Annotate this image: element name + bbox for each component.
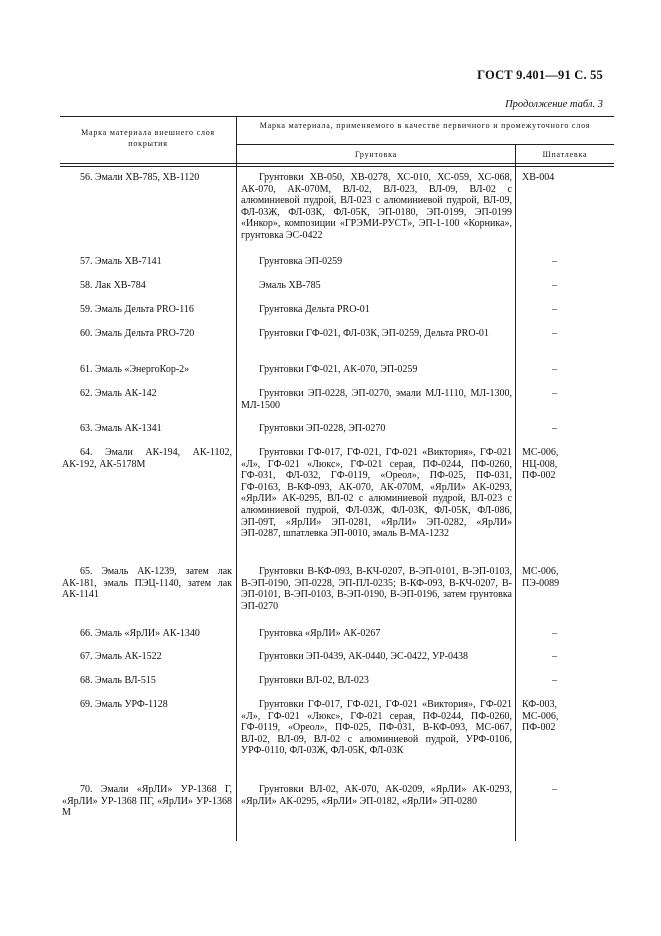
row-putty-cell: –	[552, 423, 557, 434]
row-primer-cell: Грунтовки ГФ-017, ГФ-021, ГФ-021 «Виктория», ГФ-021 «Л», ГФ-021 «Люкс», ГФ-021 серая, ПФ-0244, ПФ-0260, ГФ-031, ФЛ-032, ГФ-0119, «Ореол», ПФ-025, ПФ-031, ГФ-0163, В-КФ-093, АК-070, АК-070М, «ЯрЛИ» АК-0293, «ЯрЛИ» АК-0295, ВЛ-02 с алюминиевой пудрой, ВЛ-023 с алюминиевой пудрой, ФЛ-03Ж, ФЛ-03К, ФЛ-05К, ФЛ-086, ЭП-09Т, «ЯрЛИ» ЭП-0281, «ЯрЛИ» ЭП-0282, «ЯрЛИ» ЭП-0287, шпатлевка ЭП-0010, эмаль В-МА-1232	[241, 447, 512, 540]
row-putty-cell: –	[552, 364, 557, 375]
row-primer-cell: Грунтовки ГФ-021, ФЛ-03К, ЭП-0259, Дельта PRO-01	[259, 328, 489, 339]
row-material-cell: 68. Эмаль ВЛ-515	[80, 675, 156, 686]
row-material-cell: 57. Эмаль ХВ-7141	[80, 256, 162, 267]
row-putty-cell: –	[552, 256, 557, 267]
page-header: ГОСТ 9.401—91 С. 55	[477, 68, 603, 82]
row-material-cell: 58. Лак ХВ-784	[80, 280, 146, 291]
row-primer-cell: Грунтовка ЭП-0259	[259, 256, 343, 267]
column-divider-1	[236, 116, 237, 841]
row-putty-cell: –	[552, 280, 557, 291]
column-header-primer: Грунтовка	[355, 150, 397, 159]
row-primer-cell: Эмаль ХВ-785	[259, 280, 321, 291]
row-material-cell: 56. Эмали ХВ-785, ХВ-1120	[80, 172, 200, 183]
row-putty-cell: –	[552, 328, 557, 339]
row-primer-cell: Грунтовка Дельта PRO-01	[259, 304, 370, 315]
row-putty-cell: ХВ-004	[522, 172, 555, 183]
row-primer-cell: Грунтовки ЭП-0228, ЭП-0270, эмали МЛ-1110, МЛ-1300, МЛ-1500	[241, 388, 512, 411]
row-putty-cell: МС-006, ПЭ-0089	[522, 566, 560, 589]
row-putty-cell: –	[552, 784, 557, 795]
row-putty-cell: –	[552, 388, 557, 399]
row-primer-cell: Грунтовки ХВ-050, ХВ-0278, ХС-010, ХС-059, ХС-068, АК-070, АК-070М, ВЛ-02, ВЛ-023, ВЛ-09, ВЛ-02 с алюминиевой пудрой, ВЛ-023 с алюминиевой пудрой, ВЛ-09, ФЛ-03Ж, ФЛ-03К, ФЛ-05К, ЭП-0180, ЭП-0199, ЭП-0199 «Инкор», композиции «ГРЭМИ-РУСТ», ЭП-1-100 «Корника», грунтовка ЭС-0422	[241, 172, 512, 241]
row-primer-cell: Грунтовки ЭП-0228, ЭП-0270	[259, 423, 386, 434]
header-bottom-border-double	[60, 166, 614, 167]
table-continuation-label: Продолжение табл. 3	[505, 99, 603, 110]
row-putty-cell: –	[552, 628, 557, 639]
row-material-cell: 67. Эмаль АК-1522	[80, 651, 162, 662]
row-primer-cell: Грунтовки ВЛ-02, ВЛ-023	[259, 675, 369, 686]
row-material-cell: 70. Эмали «ЯрЛИ» УР-1368 Г, «ЯрЛИ» УР-1368 ПГ, «ЯрЛИ» УР-1368 М	[62, 784, 232, 819]
row-primer-cell: Грунтовки ГФ-017, ГФ-021, ГФ-021 «Виктория», ГФ-021 «Л», ГФ-021 «Люкс», ГФ-021 серая, ПФ-0244, ПФ-0260, ГФ-0119, «Ореол», ПФ-025, ПФ-031, В-КФ-093, МС-067, ВЛ-02, ВЛ-09, ВЛ-02 с алюминиевой пудрой, УРФ-0106, УРФ-0110, ФЛ-03Ж, ФЛ-05К, ФЛ-03К	[241, 699, 512, 757]
row-material-cell: 59. Эмаль Дельта PRO-116	[80, 304, 194, 315]
row-putty-cell: КФ-003, МС-006, ПФ-002	[522, 699, 559, 734]
column-divider-2	[515, 144, 516, 841]
header-bottom-border	[60, 163, 614, 164]
table-top-border	[60, 116, 614, 117]
column-header-primer-group: Марка материала, применяемого в качестве первичного и промежуточного слоя	[259, 121, 591, 130]
column-header-putty: Шпатлевка	[542, 150, 588, 159]
row-material-cell: 61. Эмаль «ЭнергоКор-2»	[80, 364, 190, 375]
subheader-divider	[236, 144, 614, 145]
row-putty-cell: МС-006, НЦ-008, ПФ-002	[522, 447, 559, 482]
row-material-cell: 65. Эмаль АК-1239, затем лак АК-181, эмаль ПЭЦ-1140, затем лак АК-1141	[62, 566, 232, 601]
row-primer-cell: Грунтовки ГФ-021, АК-070, ЭП-0259	[259, 364, 418, 375]
column-header-outer-layer: Марка материала внешнего слоя покрытия	[81, 128, 215, 148]
row-material-cell: 62. Эмаль АК-142	[80, 388, 157, 399]
row-material-cell: 64. Эмали АК-194, АК-1102, АК-192, АК-5178М	[62, 447, 232, 470]
row-putty-cell: –	[552, 651, 557, 662]
row-primer-cell: Грунтовки ЭП-0439, АК-0440, ЭС-0422, УР-0438	[259, 651, 468, 662]
row-primer-cell: Грунтовка «ЯрЛИ» АК-0267	[259, 628, 381, 639]
row-material-cell: 69. Эмаль УРФ-1128	[80, 699, 168, 710]
row-putty-cell: –	[552, 675, 557, 686]
row-material-cell: 63. Эмаль АК-1341	[80, 423, 162, 434]
row-material-cell: 60. Эмаль Дельта PRO-720	[80, 328, 195, 339]
row-material-cell: 66. Эмаль «ЯрЛИ» АК-1340	[80, 628, 200, 639]
row-primer-cell: Грунтовки ВЛ-02, АК-070, АК-0209, «ЯрЛИ» АК-0293, «ЯрЛИ» АК-0295, «ЯрЛИ» ЭП-0182, «ЯрЛИ» ЭП-0280	[241, 784, 512, 807]
row-primer-cell: Грунтовки В-КФ-093, В-КЧ-0207, В-ЭП-0101, В-ЭП-0103, В-ЭП-0190, ЭП-0228, ЭП-ПЛ-0235; В-КФ-093, В-КЧ-0207, В-ЭП-0101, В-ЭП-0103, В-ЭП-0190, В-ЭП-0196, затем грунтовка ЭП-0270	[241, 566, 512, 612]
row-putty-cell: –	[552, 304, 557, 315]
